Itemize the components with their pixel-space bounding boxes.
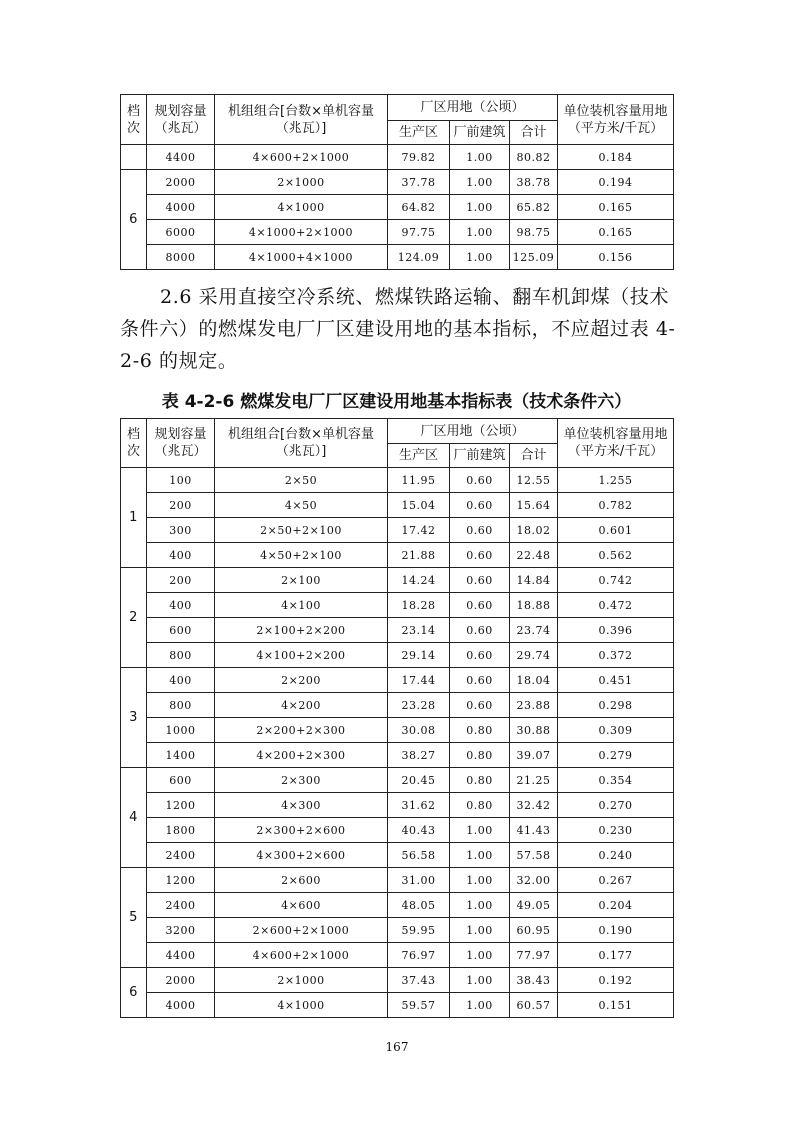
capacity-cell: 600 [147, 618, 215, 643]
total-cell: 22.48 [510, 543, 558, 568]
total-cell: 14.84 [510, 568, 558, 593]
table-row [121, 170, 674, 195]
total-cell: 15.64 [510, 493, 558, 518]
combo-cell: 2×200 [215, 668, 388, 693]
table-row [121, 843, 674, 868]
table-row [121, 693, 674, 718]
capacity-cell: 1200 [147, 868, 215, 893]
total-cell: 65.82 [510, 195, 558, 220]
header-unit: 单位装机容量用地 （平方米/千瓦） [558, 95, 674, 145]
table-title: 表 4-2-6 燃煤发电厂厂区建设用地基本指标表（技术条件六） [161, 392, 632, 412]
grade-cell: 4 [121, 768, 147, 868]
combo-cell: 2×600 [215, 868, 388, 893]
production-cell: 97.75 [388, 220, 450, 245]
grade-cell: 5 [121, 868, 147, 968]
unit-cell: 0.190 [558, 918, 674, 943]
table-row [121, 245, 674, 270]
capacity-cell: 4400 [147, 943, 215, 968]
unit-cell: 0.270 [558, 793, 674, 818]
front-cell: 0.80 [450, 718, 510, 743]
combo-cell: 2×300 [215, 768, 388, 793]
production-cell: 76.97 [388, 943, 450, 968]
table-row [121, 893, 674, 918]
total-cell: 30.88 [510, 718, 558, 743]
front-cell: 1.00 [450, 918, 510, 943]
capacity-cell: 400 [147, 668, 215, 693]
production-cell: 56.58 [388, 843, 450, 868]
unit-cell: 0.177 [558, 943, 674, 968]
table-row [121, 868, 674, 893]
unit-cell: 0.396 [558, 618, 674, 643]
combo-cell: 4×100+2×200 [215, 643, 388, 668]
capacity-cell: 1400 [147, 743, 215, 768]
front-cell: 1.00 [450, 893, 510, 918]
total-cell: 32.42 [510, 793, 558, 818]
capacity-cell: 800 [147, 693, 215, 718]
capacity-cell: 1000 [147, 718, 215, 743]
front-cell: 0.60 [450, 643, 510, 668]
unit-cell: 0.204 [558, 893, 674, 918]
front-cell: 1.00 [450, 943, 510, 968]
header-front: 厂前建筑 [450, 444, 510, 468]
unit-cell: 0.354 [558, 768, 674, 793]
total-cell: 49.05 [510, 893, 558, 918]
combo-cell: 4×600+2×1000 [215, 943, 388, 968]
table-row [121, 568, 674, 593]
combo-cell: 2×50 [215, 468, 388, 493]
combo-cell: 4×1000 [215, 993, 388, 1018]
total-cell: 18.04 [510, 668, 558, 693]
combo-cell: 4×200 [215, 693, 388, 718]
production-cell: 37.78 [388, 170, 450, 195]
table-body [121, 468, 674, 1018]
table-row [121, 493, 674, 518]
total-cell: 125.09 [510, 245, 558, 270]
table-row [121, 195, 674, 220]
header-combo: 机组组合[台数×单机容量 （兆瓦）] [215, 95, 388, 145]
production-cell: 38.27 [388, 743, 450, 768]
production-cell: 11.95 [388, 468, 450, 493]
front-cell: 0.60 [450, 618, 510, 643]
combo-cell: 2×200+2×300 [215, 718, 388, 743]
table-row [121, 618, 674, 643]
combo-cell: 4×1000+2×1000 [215, 220, 388, 245]
capacity-cell: 300 [147, 518, 215, 543]
combo-cell: 2×100 [215, 568, 388, 593]
total-cell: 57.58 [510, 843, 558, 868]
capacity-cell: 2400 [147, 893, 215, 918]
front-cell: 0.60 [450, 693, 510, 718]
unit-cell: 0.230 [558, 818, 674, 843]
combo-cell: 4×50 [215, 493, 388, 518]
table-continued [120, 94, 674, 270]
capacity-cell: 8000 [147, 245, 215, 270]
capacity-cell: 200 [147, 568, 215, 593]
capacity-cell: 6000 [147, 220, 215, 245]
capacity-cell: 4000 [147, 993, 215, 1018]
table-row [121, 743, 674, 768]
page-number: 167 [385, 1040, 409, 1054]
combo-cell: 4×50+2×100 [215, 543, 388, 568]
header-capacity: 规划容量 （兆瓦） [147, 419, 215, 468]
total-cell: 38.43 [510, 968, 558, 993]
capacity-cell: 4000 [147, 195, 215, 220]
unit-cell: 0.184 [558, 145, 674, 170]
header-capacity: 规划容量 （兆瓦） [147, 95, 215, 145]
front-cell: 1.00 [450, 868, 510, 893]
front-cell: 1.00 [450, 220, 510, 245]
unit-cell: 0.194 [558, 170, 674, 195]
front-cell: 0.60 [450, 668, 510, 693]
unit-cell: 0.240 [558, 843, 674, 868]
total-cell: 60.57 [510, 993, 558, 1018]
unit-cell: 0.472 [558, 593, 674, 618]
table-row [121, 145, 674, 170]
front-cell: 1.00 [450, 993, 510, 1018]
grade-cell: 1 [121, 468, 147, 568]
total-cell: 18.88 [510, 593, 558, 618]
unit-cell: 0.165 [558, 195, 674, 220]
total-cell: 80.82 [510, 145, 558, 170]
unit-cell: 0.372 [558, 643, 674, 668]
combo-cell: 2×300+2×600 [215, 818, 388, 843]
table-row [121, 968, 674, 993]
unit-cell: 0.782 [558, 493, 674, 518]
unit-cell: 1.255 [558, 468, 674, 493]
unit-cell: 0.156 [558, 245, 674, 270]
front-cell: 0.60 [450, 493, 510, 518]
header-production: 生产区 [388, 121, 450, 145]
capacity-cell: 2000 [147, 170, 215, 195]
production-cell: 48.05 [388, 893, 450, 918]
front-cell: 1.00 [450, 843, 510, 868]
table-row [121, 793, 674, 818]
total-cell: 41.43 [510, 818, 558, 843]
production-cell: 17.42 [388, 518, 450, 543]
total-cell: 60.95 [510, 918, 558, 943]
grade-cell [121, 145, 147, 170]
production-cell: 59.57 [388, 993, 450, 1018]
table-row [121, 518, 674, 543]
header-total: 合计 [510, 121, 558, 145]
front-cell: 0.80 [450, 743, 510, 768]
combo-cell: 4×600 [215, 893, 388, 918]
table-row [121, 993, 674, 1018]
front-cell: 1.00 [450, 195, 510, 220]
capacity-cell: 200 [147, 493, 215, 518]
front-cell: 1.00 [450, 968, 510, 993]
table-row [121, 718, 674, 743]
combo-cell: 4×100 [215, 593, 388, 618]
combo-cell: 4×600+2×1000 [215, 145, 388, 170]
header-grade: 档 次 [121, 419, 147, 468]
total-cell: 77.97 [510, 943, 558, 968]
front-cell: 0.80 [450, 793, 510, 818]
header-combo: 机组组合[台数×单机容量 （兆瓦）] [215, 419, 388, 468]
total-cell: 23.74 [510, 618, 558, 643]
front-cell: 0.60 [450, 568, 510, 593]
production-cell: 29.14 [388, 643, 450, 668]
production-cell: 31.00 [388, 868, 450, 893]
header-grade: 档 次 [121, 95, 147, 145]
front-cell: 1.00 [450, 145, 510, 170]
table-row [121, 643, 674, 668]
production-cell: 23.14 [388, 618, 450, 643]
header-unit: 单位装机容量用地 （平方米/千瓦） [558, 419, 674, 468]
unit-cell: 0.309 [558, 718, 674, 743]
total-cell: 98.75 [510, 220, 558, 245]
header-front: 厂前建筑 [450, 121, 510, 145]
table-row [121, 918, 674, 943]
table-row [121, 220, 674, 245]
production-cell: 31.62 [388, 793, 450, 818]
production-cell: 124.09 [388, 245, 450, 270]
unit-cell: 0.192 [558, 968, 674, 993]
header-production: 生产区 [388, 444, 450, 468]
table-body [121, 145, 674, 270]
front-cell: 1.00 [450, 818, 510, 843]
table-row [121, 543, 674, 568]
total-cell: 29.74 [510, 643, 558, 668]
unit-cell: 0.451 [558, 668, 674, 693]
capacity-cell: 400 [147, 593, 215, 618]
header-land: 厂区用地（公顷） [388, 95, 558, 121]
production-cell: 23.28 [388, 693, 450, 718]
front-cell: 0.60 [450, 543, 510, 568]
combo-cell: 4×1000 [215, 195, 388, 220]
grade-cell: 3 [121, 668, 147, 768]
table-row [121, 668, 674, 693]
table-row [121, 593, 674, 618]
production-cell: 14.24 [388, 568, 450, 593]
front-cell: 0.60 [450, 518, 510, 543]
total-cell: 38.78 [510, 170, 558, 195]
capacity-cell: 100 [147, 468, 215, 493]
table-row [121, 818, 674, 843]
capacity-cell: 600 [147, 768, 215, 793]
production-cell: 21.88 [388, 543, 450, 568]
unit-cell: 0.601 [558, 518, 674, 543]
table-row [121, 468, 674, 493]
combo-cell: 2×50+2×100 [215, 518, 388, 543]
table-main [120, 418, 674, 1018]
production-cell: 59.95 [388, 918, 450, 943]
capacity-cell: 2000 [147, 968, 215, 993]
unit-cell: 0.298 [558, 693, 674, 718]
capacity-cell: 400 [147, 543, 215, 568]
production-cell: 79.82 [388, 145, 450, 170]
table-row [121, 943, 674, 968]
production-cell: 40.43 [388, 818, 450, 843]
combo-cell: 4×200+2×300 [215, 743, 388, 768]
combo-cell: 2×1000 [215, 968, 388, 993]
header-land: 厂区用地（公顷） [388, 419, 558, 444]
total-cell: 18.02 [510, 518, 558, 543]
total-cell: 32.00 [510, 868, 558, 893]
unit-cell: 0.151 [558, 993, 674, 1018]
production-cell: 30.08 [388, 718, 450, 743]
total-cell: 39.07 [510, 743, 558, 768]
front-cell: 0.60 [450, 468, 510, 493]
paragraph-text: 2.6 采用直接空冷系统、燃煤铁路运输、翻车机卸煤（技术条件六）的燃煤发电厂厂区建设用地的基本指标，不应超过表 4-2-6 的规定。 [120, 286, 676, 372]
grade-cell: 2 [121, 568, 147, 668]
capacity-cell: 2400 [147, 843, 215, 868]
unit-cell: 0.562 [558, 543, 674, 568]
body-paragraph [120, 281, 680, 377]
production-cell: 15.04 [388, 493, 450, 518]
production-cell: 18.28 [388, 593, 450, 618]
combo-cell: 4×300+2×600 [215, 843, 388, 868]
grade-cell: 6 [121, 170, 147, 270]
production-cell: 17.44 [388, 668, 450, 693]
front-cell: 1.00 [450, 245, 510, 270]
combo-cell: 4×1000+4×1000 [215, 245, 388, 270]
production-cell: 20.45 [388, 768, 450, 793]
total-cell: 23.88 [510, 693, 558, 718]
combo-cell: 2×600+2×1000 [215, 918, 388, 943]
capacity-cell: 1800 [147, 818, 215, 843]
unit-cell: 0.279 [558, 743, 674, 768]
unit-cell: 0.165 [558, 220, 674, 245]
unit-cell: 0.267 [558, 868, 674, 893]
capacity-cell: 800 [147, 643, 215, 668]
front-cell: 1.00 [450, 170, 510, 195]
combo-cell: 2×100+2×200 [215, 618, 388, 643]
grade-cell: 6 [121, 968, 147, 1018]
capacity-cell: 4400 [147, 145, 215, 170]
production-cell: 64.82 [388, 195, 450, 220]
production-cell: 37.43 [388, 968, 450, 993]
total-cell: 21.25 [510, 768, 558, 793]
table-row [121, 768, 674, 793]
combo-cell: 4×300 [215, 793, 388, 818]
unit-cell: 0.742 [558, 568, 674, 593]
header-total: 合计 [510, 444, 558, 468]
front-cell: 0.80 [450, 768, 510, 793]
capacity-cell: 3200 [147, 918, 215, 943]
front-cell: 0.60 [450, 593, 510, 618]
capacity-cell: 1200 [147, 793, 215, 818]
combo-cell: 2×1000 [215, 170, 388, 195]
total-cell: 12.55 [510, 468, 558, 493]
